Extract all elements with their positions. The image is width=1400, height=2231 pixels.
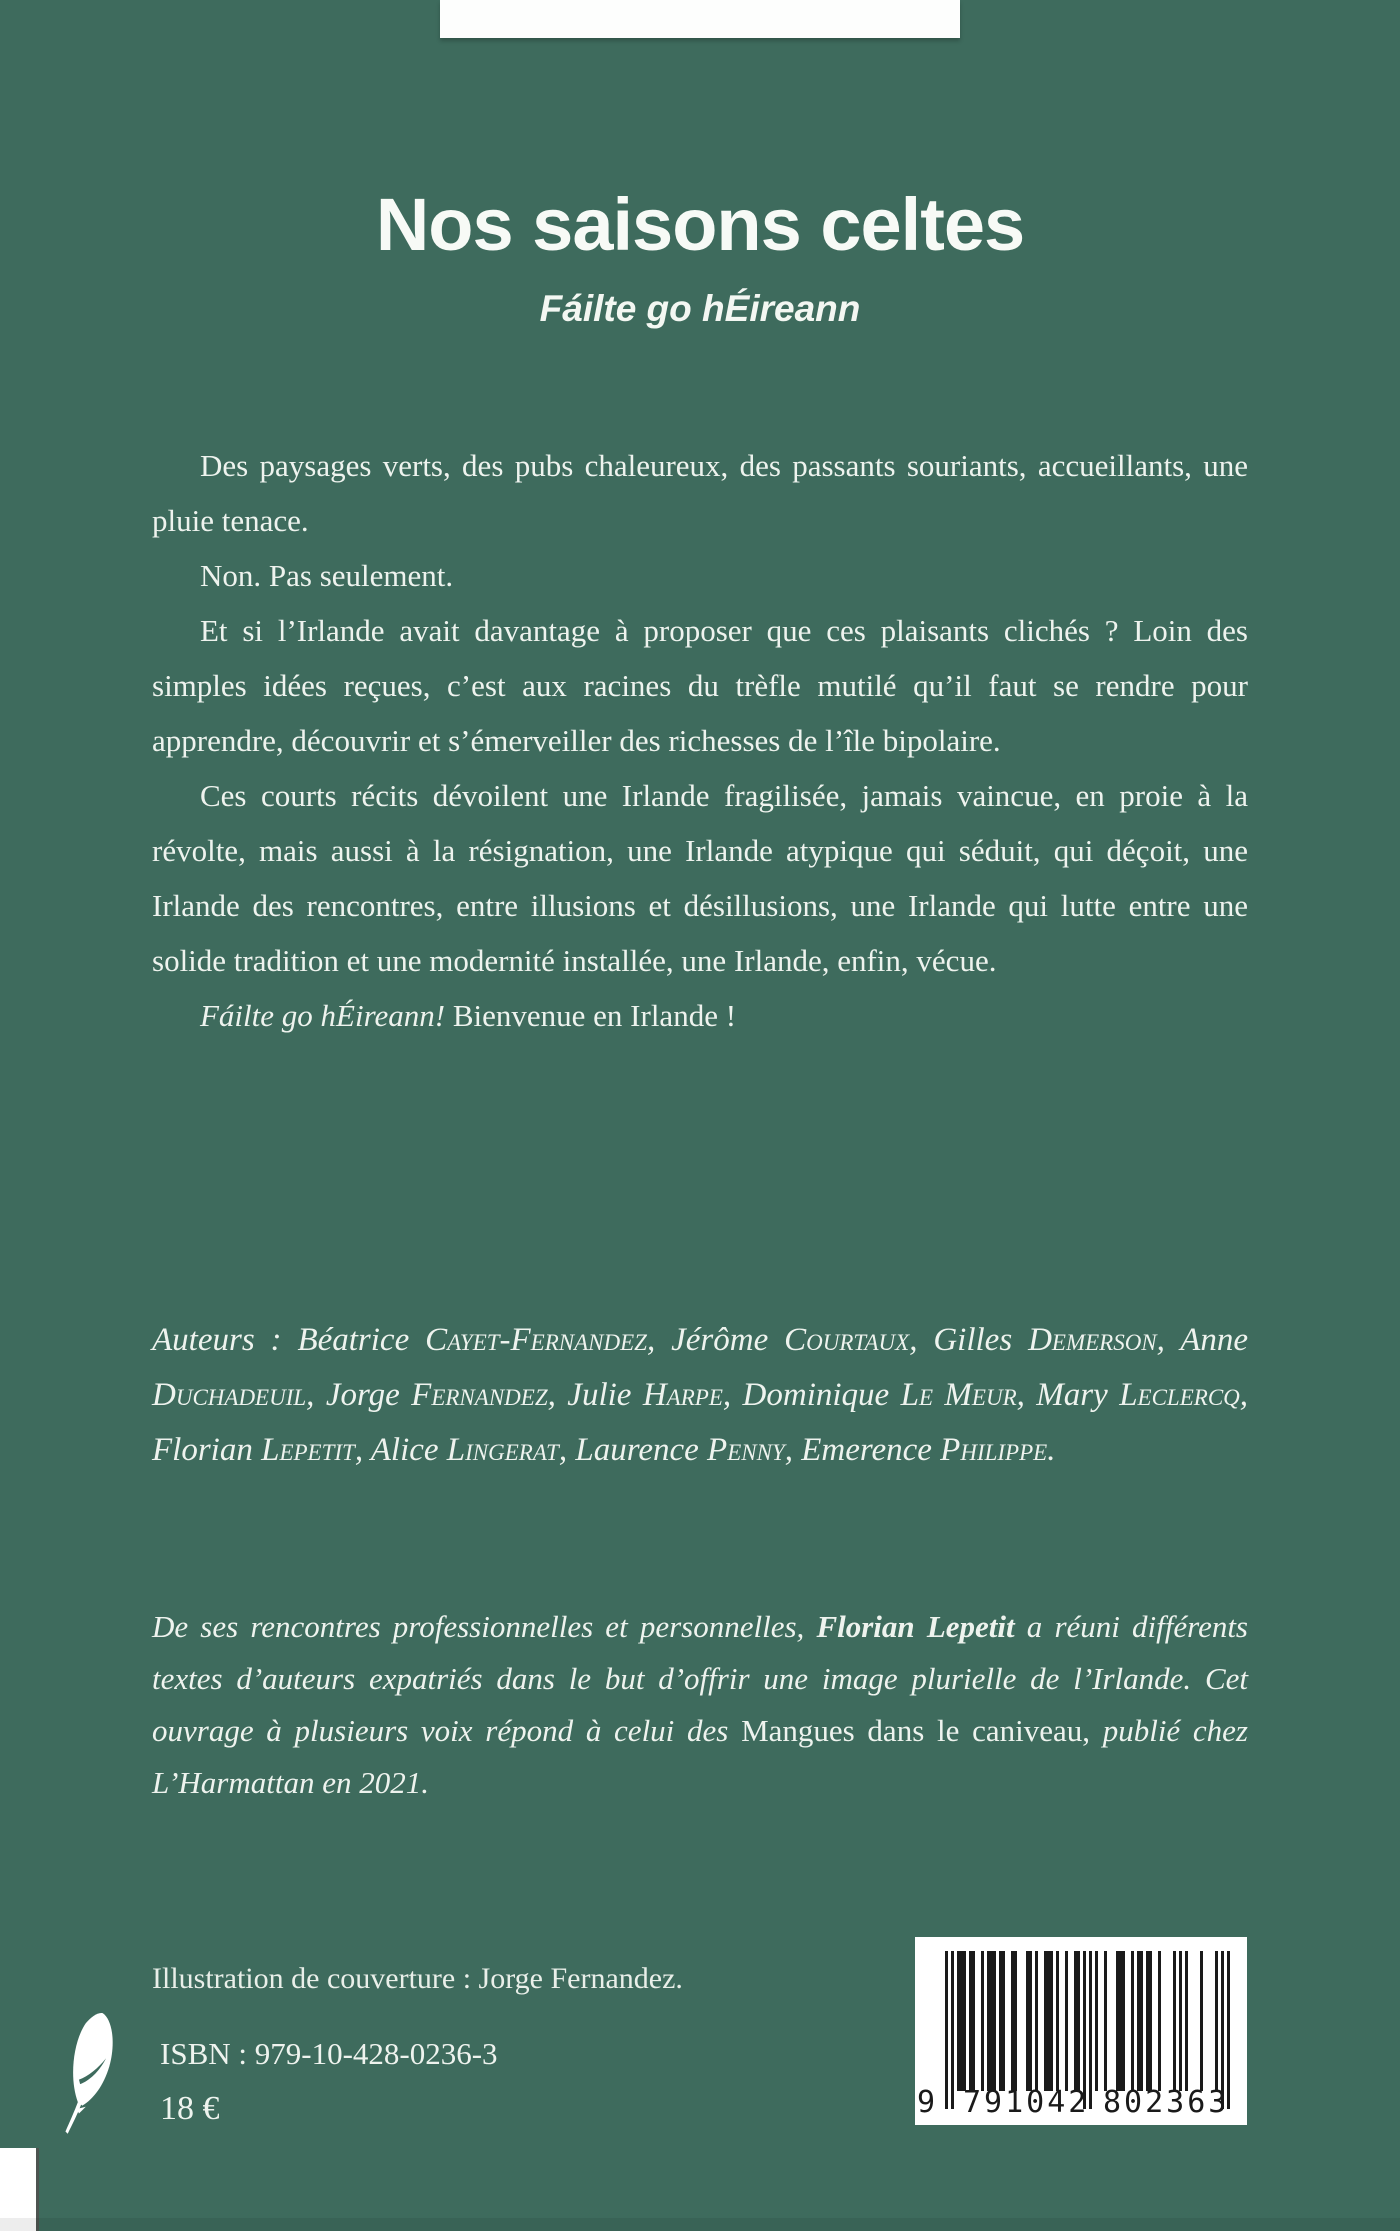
publisher-feather-icon: [52, 2012, 124, 2136]
synopsis-paragraph-5: [152, 988, 1248, 1043]
author-family-name: Leclercq: [1119, 1377, 1240, 1413]
barcode-digit-group: 802363: [1103, 2085, 1230, 2120]
book-title: Nos saisons celtes: [375, 183, 1025, 266]
bio-segment: Mangues dans le caniveau,: [741, 1713, 1103, 1748]
isbn-text: ISBN : 979-10-428-0236-3: [160, 2036, 498, 2071]
bio-segment: De ses rencontres professionnelles et personnelles,: [152, 1609, 817, 1644]
synopsis-paragraph-1: Des paysages verts, des pubs chaleureux, des passants souriants, accueillants, une pluie tenace.: [152, 448, 1248, 538]
synopsis-paragraph-4: Ces courts récits dévoilent une Irlande fragilisée, jamais vaincue, en proie à la révolte, mais aussi à la résignation, une Irlande atypique qui séduit, qui déçoit, une Irlande des rencontres, entre illusions et désillusions, une Irlande qui lutte entre une solide tradition et une modernité installée, une Irlande, enfin, vécue.: [152, 778, 1248, 978]
authors-paragraph: Auteurs : Béatrice Cayet-Fernandez, Jérôme Courtaux, Gilles Demerson, Anne Duchadeuil, Jorge Fernandez, Julie Harpe, Dominique Le Meur, Mary Leclercq, Florian Lepetit, Alice Lingerat, Laurence Penny, Emerence Philippe.: [152, 1322, 1249, 1468]
synopsis-paragraph-3: Et si l’Irlande avait davantage à proposer que ces plaisants clichés ? Loin des simples idées reçues, c’est aux racines du trèfle mutilé qu’il faut se rendre pour apprendre, découvrir et s’émerveiller des richesses de l’île bipolaire.: [152, 613, 1248, 758]
author-family-name: Harpe: [642, 1377, 723, 1413]
welcome-phrase: Bienvenue en Irlande !: [445, 998, 737, 1033]
barcode: [915, 1937, 1247, 2125]
author-family-name: Cayet-Fernandez: [425, 1322, 647, 1358]
gaelic-phrase: Fáilte go hÉireann!: [200, 998, 446, 1033]
page-top-edge: [440, 0, 960, 38]
bio-segment: Florian Lepetit: [816, 1609, 1015, 1644]
barcode-digit-group: 9: [917, 2085, 939, 2120]
author-family-name: Demerson: [1028, 1322, 1157, 1358]
author-family-name: Lingerat: [446, 1432, 559, 1468]
author-family-name: Philippe: [940, 1432, 1048, 1468]
author-family-name: Fernandez: [411, 1377, 548, 1413]
synopsis-paragraph-2: Non. Pas seulement.: [200, 558, 454, 593]
barcode-digit-group: 791042: [963, 2085, 1090, 2120]
author-family-name: Le Meur: [900, 1377, 1017, 1413]
author-family-name: Penny: [707, 1432, 785, 1468]
synopsis: [152, 438, 1248, 1043]
author-family-name: Duchadeuil: [152, 1377, 307, 1413]
bio-segment: a réuni différents textes d’auteurs expatriés dans le but d’offrir une image plurielle de l’Irlande. Cet ouvrage à plusieurs voix répond à celui des: [152, 1609, 1249, 1748]
illustration-credit: Illustration de couverture : Jorge Fernandez.: [152, 1962, 683, 1995]
bio-segment: publié chez L’Harmattan en 2021.: [152, 1713, 1248, 1800]
author-family-name: Courtaux: [784, 1322, 910, 1358]
author-family-name: Lepetit: [261, 1432, 355, 1468]
price-text: 18 €: [160, 2090, 220, 2127]
bottom-edge-shade: [0, 2218, 1400, 2231]
book-subtitle: Fáilte go hÉireann: [539, 288, 861, 329]
editor-bio-paragraph: [152, 1601, 1248, 1809]
